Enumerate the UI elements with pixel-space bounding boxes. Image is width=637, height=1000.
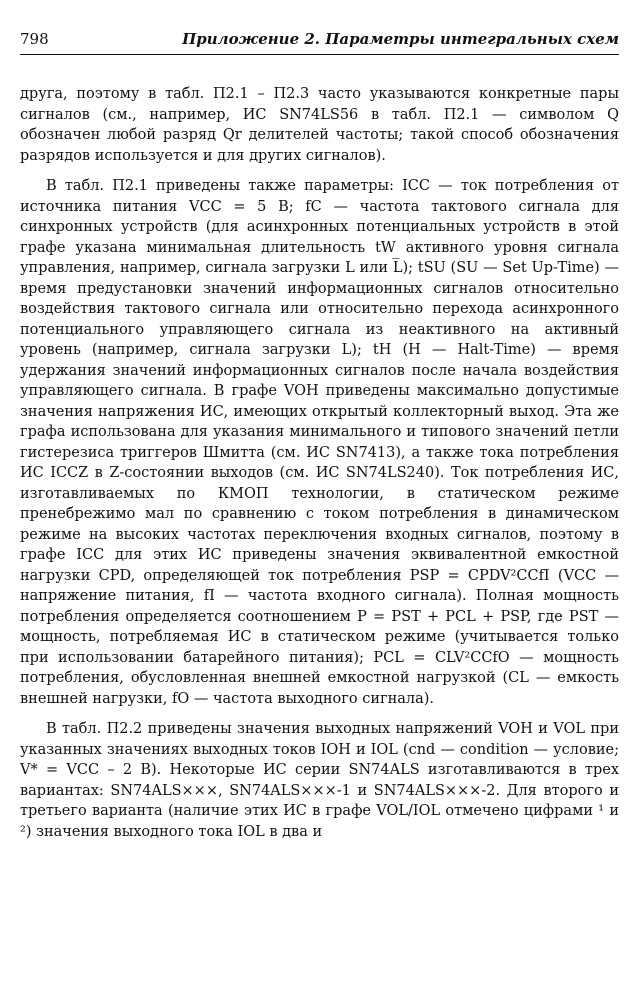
- body-text: [20, 84, 619, 842]
- paragraph-output-voltages: В табл. П2.2 приведены значения выходных напряжений VOH и VOL при указанных значениях выходных токов IOH и IOL (cnd — condition — условие; V* = VCC – 2 В). Некоторые ИС серии SN74ALS изготавливаются в трех вариантах: SN74ALS×××, SN74ALS×××-1 и SN74ALS×××-2. Для второго и третьего варианта (наличие этих ИС в графе VOL/IOL отмечено цифрами ¹ и ²) значения выходного тока IOL в два и: [20, 721, 619, 840]
- page-number: 798: [20, 30, 49, 48]
- paragraph-parameters: В табл. П2.1 приведены также параметры: ICC — ток потребления от источника питания VCC = 5 В; fC — частота тактового сигнала для синхронных устройств (для асинхронных потенциальных устройств в этой графе указана минимальная длительность tW активного уровня сигнала управления, например, сигнала загрузки L или L̅); tSU (SU — Set Up-Time) — время предустановки значений информационных сигналов относительно воздействия тактового сигнала или относительно перехода асинхронного потенциального управляющего сигнала из неактивного на активный уровень (например, сигнала загрузки L); tH (H — Halt-Time) — время удержания значений информационных сигналов после начала воздействия управляющего сигнала. В графе VOH приведены максимально допустимые значения напряжения ИС, имеющих открытый коллекторный выход. Эта же графа использована для указания минимального и типового значений петли гистерезиса триггеров Шмитта (см. ИС SN7413), а также тока потребления ИС ICCZ в Z-состоянии выходов (см. ИС SN74LS240). Ток потребления ИС, изготавливаемых по КМОП технологии, в статическом режиме пренебрежимо мал по сравнению с током потребления в динамическом режиме на высоких частотах переключения входных сигналов, поэтому в графе ICC для этих ИС приведены значения эквивалентной емкостной нагрузки CPD, определяющей ток потребления PSP = CPDV²CCfI (VCC — напряжение питания, fI — частота входного сигнала). Полная мощность потребления определяется соотношением P = PST + PCL + PSP, где PST — мощность, потребляемая ИС в статическом режиме (учитывается только при использовании батарейного питания); PCL = CLV²CCfO — мощность потребления, обусловленная внешней емкостной нагрузкой (CL — емкость внешней нагрузки, fO — частота выходного сигнала).: [20, 178, 619, 707]
- running-header: [20, 30, 619, 55]
- paragraph-continuation: друга, поэтому в табл. П2.1 – П2.3 часто указываются конкретные пары сигналов (см., например, ИС SN74LS56 в табл. П2.1 — символом Q обозначен любой разряд Qr делителей частоты; такой способ обозначения разрядов используется и для других сигналов).: [20, 86, 619, 164]
- running-title: Приложение 2. Параметры интегральных схем: [182, 30, 619, 48]
